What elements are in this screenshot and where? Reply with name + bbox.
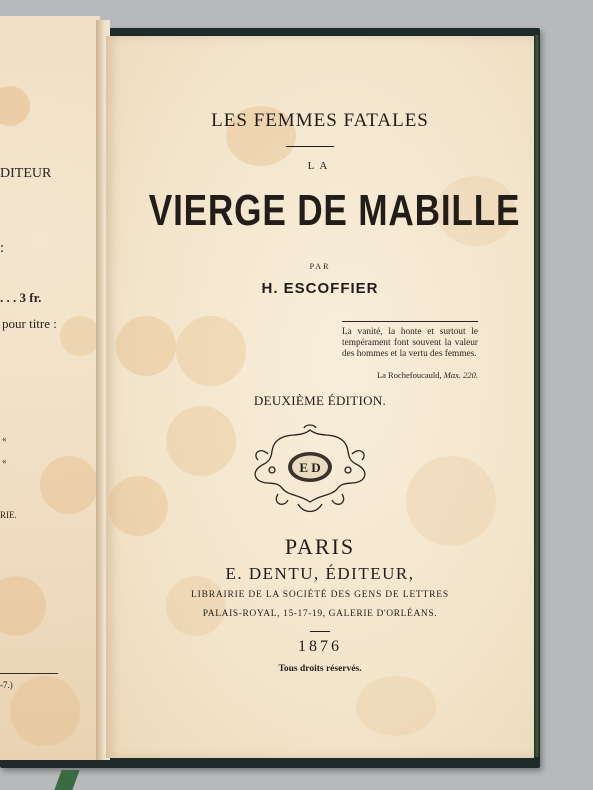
left-fragment-colon: : xyxy=(0,240,5,256)
left-fragment-end: -7.) xyxy=(0,680,13,690)
edition-label: DEUXIÈME ÉDITION. xyxy=(253,393,387,408)
publisher-name: E. DENTU, ÉDITEUR, xyxy=(225,564,415,583)
epigraph-citation xyxy=(342,370,478,381)
epigraph-rule xyxy=(342,321,478,322)
epigraph-reference: Max. 220. xyxy=(443,370,478,380)
series-rule xyxy=(286,146,334,147)
by-label: PAR xyxy=(309,262,331,271)
cover-edge xyxy=(534,35,540,757)
epigraph-text: La vanité, la honte et surtout le tempérament font souvent la valeur des hommes et la vertu des femmes. xyxy=(342,327,478,359)
left-fragment-mark-2: « xyxy=(2,456,7,466)
epigraph-source: La Rochefoucauld, xyxy=(376,370,442,380)
title-page xyxy=(106,36,534,758)
bookmark-ribbon xyxy=(54,770,79,790)
year-dash xyxy=(310,631,330,632)
title-article: LA xyxy=(307,160,333,172)
publication-year: 1876 xyxy=(298,638,342,655)
left-page-rule xyxy=(0,673,58,674)
left-page xyxy=(0,16,100,760)
left-fragment-editeur: DITEUR xyxy=(0,166,52,181)
author-name: H. ESCOFFIER xyxy=(261,280,379,297)
library-line: LIBRAIRIE DE LA SOCIÉTÉ DES GENS DE LETTRES xyxy=(191,590,449,600)
left-fragment-price: . . . 3 fr. xyxy=(0,290,42,305)
left-fragment-mark-1: « xyxy=(2,434,7,444)
publisher-ornament xyxy=(248,424,372,518)
publication-city: PARIS xyxy=(284,534,356,559)
left-fragment-rie: RIE. xyxy=(0,510,17,520)
rights-notice: Tous droits réservés. xyxy=(278,664,362,674)
left-fragment-pour-titre: pour titre : xyxy=(2,316,57,331)
ornament-monogram: E D xyxy=(299,460,321,475)
address-line: PALAIS-ROYAL, 15-17-19, GALERIE D'ORLÉANS. xyxy=(202,609,438,619)
series-title: LES FEMMES FATALES xyxy=(211,110,429,131)
book-title: VIERGE DE MABILLE xyxy=(148,186,521,235)
